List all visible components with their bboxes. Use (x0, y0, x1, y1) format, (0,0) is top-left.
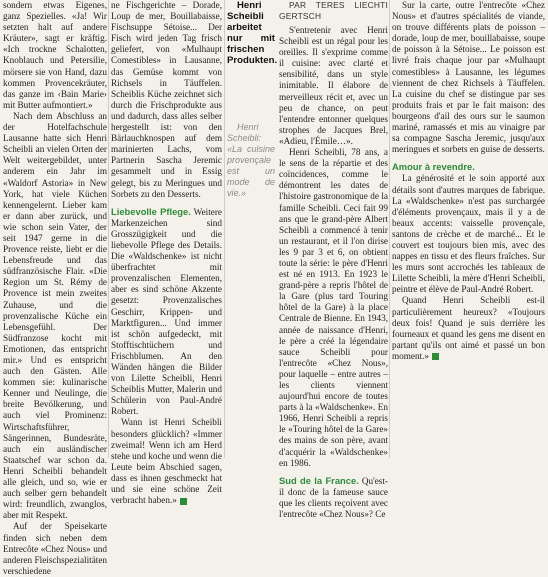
paragraph: Henri Scheibli, 78 ans, a le sens de la répartie et des coïncidences, comme le démontrent les dates de l'histoire gastronomique de la famille Scheibli. Ceci fait 99 ans que le grand-père Albert Scheibli a commencé à tenir un restaurant, et il l'on dirise les 9 par 3 et 6, on obtient toute la série: le père d'Henri est né en 1913. En 1923 le grand-père a repris l'hôtel de la Gare (plus tard Touring hôtel de la Gare) à la place Centrale de Bienne. En 1943, année de naissance d'Henri, le père a créé la légendaire sauce Scheibli pour l'entrecôte «Chez Nous», pour laquelle – entre autres – les clients viennent aujourd'hui encore de toutes parts à la «Waldschenke». En 1966, Henri Scheibli a repris le «Touring hôtel de la Gare» des mains de son père, avant d'acquérir la «Waldschenke» en 1986. (279, 147, 388, 468)
column-french-2 (392, 0, 545, 458)
subhead-sud-de-la-france: Sud de la France. (279, 474, 359, 486)
pull-quote: Henri Scheibli: «La cuisine provençale est un mode de vie.» (227, 122, 275, 198)
paragraph: sondern etwas Eigenes, ganz Spezielles. «Ja! Wir setzten halt auf andere Kräuter», sagt er kräftig. «Ich trockne Schalotten, Knoblauch und Petersilie, mörsere sie von Hand, dazu kommen Provencekräuter, das ganze im ‹Bain Marie› mit Butter aufmontiert.» (3, 0, 107, 110)
column-german-2 (111, 0, 222, 506)
subhead-paragraph (111, 206, 222, 418)
paragraph: S'entretenir avec Henri Scheibli est un régal pour les oreilles. Il s'exprime comme il cuisine: avec clarté et sensibilité, dans un style inimitable. Il élabore de merveilleux récit et, avec un peu de chance, on peut l'entendre entonner quelques strophes de Jacques Brel, «Adieu, l'Émile…». (279, 25, 388, 146)
paragraph: Nach dem Abschluss an der Hotelfachschule Lausanne hatte sich Henri Scheibli an vielen Orten der Welt weitergebildet, unter anderem ein Jahr im «Waldorf Astoria» in New York, hat viele Küchen kennengelernt. Lieber kam er dann aber zurück, und wie schon sein Vater, der seit 1947 gerne in die Provence reiste, liebt er die Lebensfreude und das südfranzösische Flair. «Die Region um St. Rémy de Provence ist mein zweites Zuhause, und die provenzalische Küche ein Lebensgefühl. Der Südfranzose kocht mit Emotionen, das entspricht mir.» Und es entspricht auch den Gästen. Alle kommen sie: kulinarische Kenner und Neulinge, die breite Bevölkerung, und auch viel Prominenz: Wirtschaftsführer, Sängerinnen, Bundesräte, auch ein ausländischer Staatschef war schon da. Henri Scheibli behandelt alle gleich, und so, wie er auch selber gern behandelt wird: freundlich, zwanglos, aber mit Respekt. (3, 110, 107, 521)
paragraph-text: Qu'est-il donc de la fameuse sauce que les clients reçoivent avec l'entrecôte «Chez Nous»? Ce (279, 475, 388, 520)
paragraph: ne Fischgerichte – Dorade, Loup de mer, Bouillabaisse, Fischsuppe Sétoise... Der Fisch wird jeden Tag frisch geliefert, von «Mulhaupt Comestibles» in Lausanne, das Gemüse kommt von Richsels in Täuffelen. Scheiblis Küche zeichnet sich durch die Frischprodukte aus und dadurch, dass alles selber hergestellt ist: von den Bärlauchknospen auf dem marinierten Lachs, vom Partnerin Sascha Jeremic gesammelt und in Essig gelegt, bis zu Meringues und Sorbets zu den Desserts. (111, 0, 222, 199)
paragraph (392, 295, 545, 362)
subhead-paragraph (279, 475, 388, 520)
sidebar-column (227, 0, 278, 458)
column-divider (224, 0, 225, 458)
paragraph: Auf der Speisekarte finden sich neben dem Entrecôte «Chez Nous» und anderen Fleischspezialitäten verschiedene (3, 521, 107, 576)
end-mark-icon (432, 353, 439, 360)
subhead-amour-a-revendre: Amour à revendre. (392, 161, 475, 173)
column-french-1 (279, 0, 388, 520)
paragraph: Sur la carte, outre l'entrecôte «Chez Nous» et d'autres spécialités de viande, on trouve différents plats de poisson – dorade, loup de mer, bouillabaisse, soupe de poisson à la Sétoise... Le poisson est livré frais chaque jour par «Mulhaupt comestibles» à Lausanne, les légumes viennent de chez Richsels à Täuffelen. La cuisine du chef se distingue par ses produits frais et par le fait maison: des bourgeons d'ail des ours sur le saumon mariné, ramassés et mis au vinaigre par sa compagne Sascha Jeremic, jusqu'aux meringues et sorbets en guise de desserts. (392, 0, 545, 155)
paragraph (111, 417, 222, 506)
author-credit: PAR TERES LIECHTI GERTSCH (279, 0, 388, 21)
column-german-1 (3, 0, 107, 576)
subhead-liebevolle-pflege: Liebevolle Pflege. (111, 205, 191, 217)
paragraph-text: Quand Henri Scheibli est-il particulièrement heureux? «Toujours deux fois! Quand je suis derrière les fourneaux et quand les gens me disent en partant qu'ils ont aimé et passé un bon moment.» (392, 295, 545, 361)
paragraph: La générosité et le soin apporté aux détails sont d'autres marques de fabrique. La «Waldschenke» n'est pas surchargée d'éléments provençaux, mais il y a de beaux accents: vaisselle provençale, santons de crèche et de marché... Et le couvert est toujours bien mis, avec des nappes en tissu et des fleurs fraîches. Sur les murs sont accrochés les tableaux de Lilette Scheibli, la mère d'Henri Scheibli, peintre et élève de Paul-André Robert. (392, 173, 545, 295)
paragraph-text: Wann ist Henri Scheibli besonders glücklich? «Immer zweimal! Wenn ich am Herd stehe und koche und wenn die Leute beim Abschied sagen, dass es ihnen geschmeckt hat und sie eine schöne Zeit verbracht haben.» (111, 417, 222, 506)
photo-caption-headline: Henri Scheibli arbeitet nur mit frischen Produkten. (227, 0, 278, 66)
column-divider (389, 0, 390, 458)
subhead-paragraph (392, 161, 545, 173)
column-divider (108, 0, 109, 458)
end-mark-icon (180, 498, 187, 505)
paragraph-text: Weitere Markenzeichen sind Grosszügigkeit und die liebevolle Pflege des Details. Die «Waldschenke» ist nicht überfrachtet mit provenzalischen Elementen, aber es sind schöne Akzente gesetzt: Provenzalisches Geschirr, Krippen- und Marktfiguren... Und immer ist schön aufgedeckt, mit Stofftischtüchern und Frischblumen. An den Wänden hängen die Bilder von Lilette Scheibli, Henri Scheiblis Mutter, Malerin und Schülerin von Paul-André Robert. (111, 206, 222, 417)
